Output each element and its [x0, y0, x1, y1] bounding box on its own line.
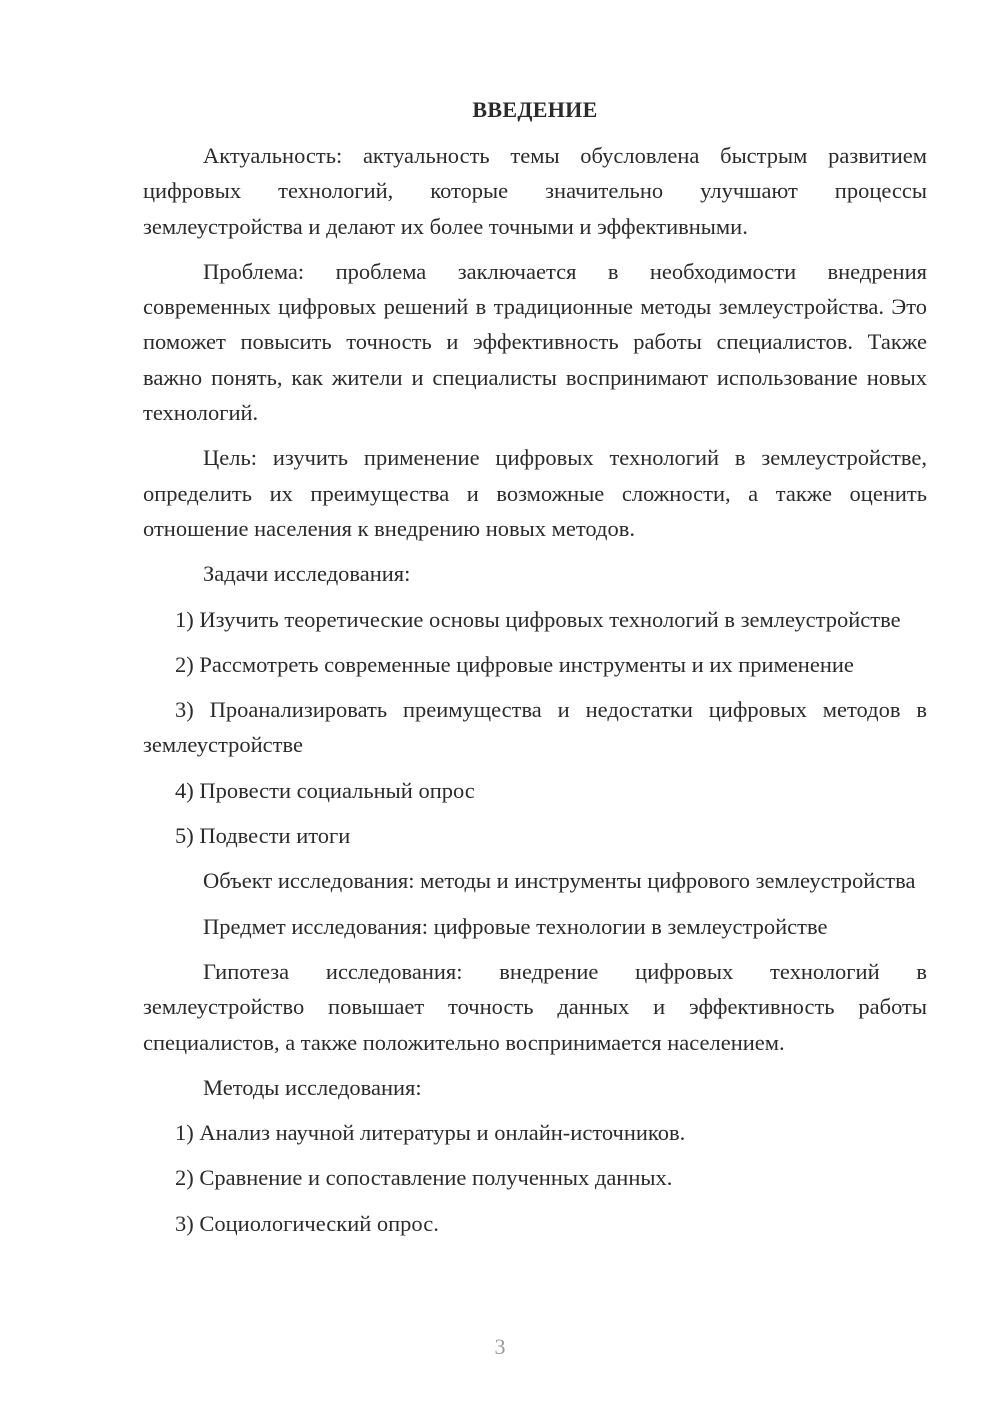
methods-heading: Методы исследования: — [203, 1074, 422, 1100]
task-item-2: 2) Рассмотреть современные цифровые инструменты и их применение — [175, 651, 854, 677]
goal-paragraph: Цель: изучить применение цифровых технологий в землеустройстве, определить их преимущества и возможные сложности, а также оценить отношение населения к внедрению новых методов. — [143, 445, 927, 541]
method-item-3: 3) Социологический опрос. — [175, 1210, 439, 1236]
section-title: ВВЕДЕНИЕ — [472, 97, 598, 122]
relevance-paragraph: Актуальность: актуальность темы обусловлена быстрым развитием цифровых технологий, которые значительно улучшают процессы землеустройства и делают их более точными и эффективными. — [143, 143, 927, 239]
task-item-1: 1) Изучить теоретические основы цифровых технологий в землеустройстве — [175, 606, 901, 632]
task-item-4: 4) Провести социальный опрос — [175, 777, 475, 803]
page-number: 3 — [494, 1334, 506, 1359]
method-item-1: 1) Анализ научной литературы и онлайн-источников. — [175, 1120, 686, 1146]
research-subject-paragraph: Предмет исследования: цифровые технологии в землеустройстве — [203, 913, 828, 939]
tasks-heading: Задачи исследования: — [203, 561, 411, 587]
method-item-2: 2) Сравнение и сопоставление полученных данных. — [175, 1165, 673, 1191]
document-page — [143, 94, 927, 1251]
task-item-5: 5) Подвести итоги — [175, 823, 351, 849]
task-item-3: 3) Проанализировать преимущества и недостатки цифровых методов в землеустройстве — [143, 697, 927, 758]
problem-paragraph: Проблема: проблема заключается в необходимости внедрения современных цифровых решений в традиционные методы землеустройства. Это поможет повысить точность и эффективность работы специалистов. Также важно понять, как жители и специалисты воспринимают использование новых технологий. — [143, 258, 927, 426]
hypothesis-paragraph: Гипотеза исследования: внедрение цифровых технологий в землеустройство повышает точность данных и эффективность работы специалистов, а также положительно воспринимается населением. — [143, 958, 927, 1055]
research-object-paragraph: Объект исследования: методы и инструменты цифрового землеустройства — [203, 868, 916, 894]
